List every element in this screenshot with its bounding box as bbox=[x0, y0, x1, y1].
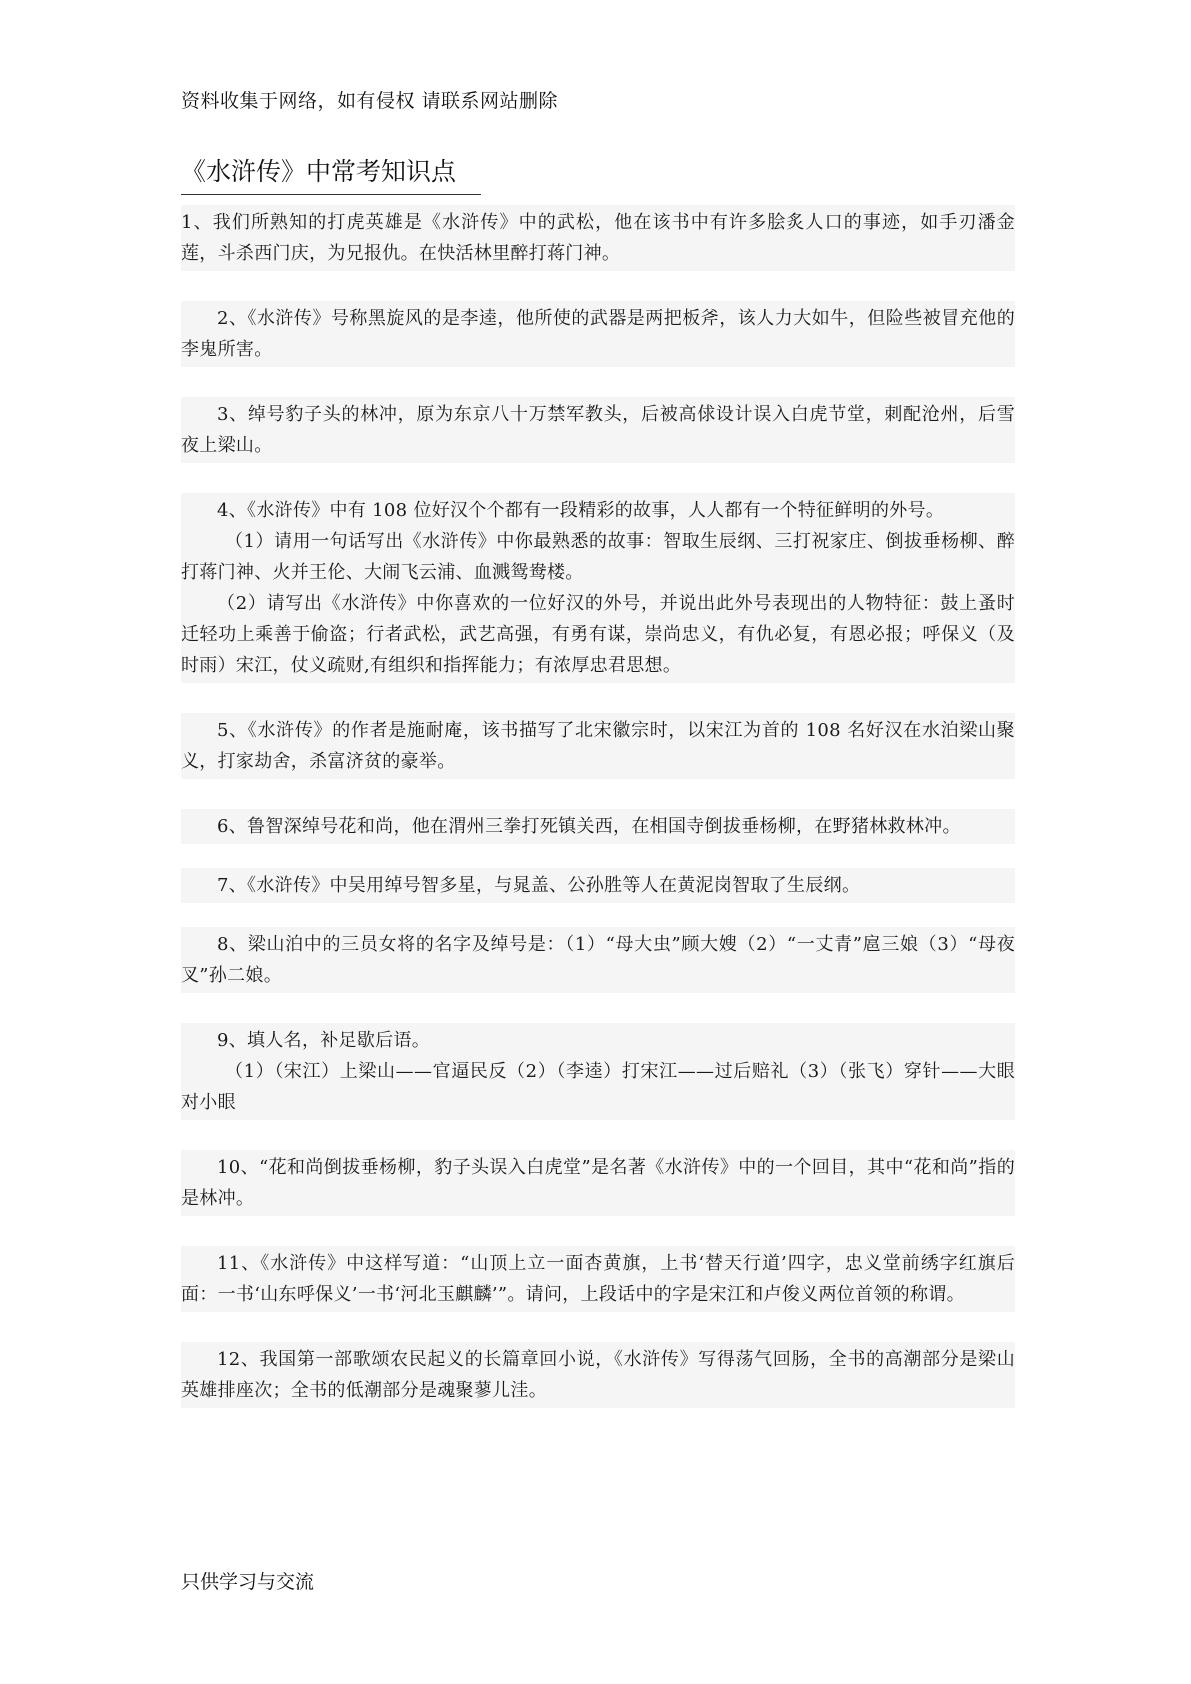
paragraph-gap bbox=[181, 1312, 1015, 1342]
item-text: 9、填人名，补足歇后语。 bbox=[217, 1030, 431, 1051]
paragraph-gap bbox=[181, 271, 1015, 301]
item-text: 4、《水浒传》中有 108 位好汉个个都有一段精彩的故事，人人都有一个特征鲜明的外号。 bbox=[217, 500, 945, 521]
item-10 bbox=[181, 1150, 1015, 1216]
item-9-sub: （1）（宋江）上梁山——官逼民反（2）（李逵）打宋江——过后赔礼（3）（张飞）穿针——大眼对小眼 bbox=[181, 1061, 1015, 1113]
item-5 bbox=[181, 713, 1015, 779]
content-body bbox=[181, 205, 1015, 1408]
paragraph-gap bbox=[181, 993, 1015, 1023]
item-text: 7、《水浒传》中吴用绰号智多星，与晁盖、公孙胜等人在黄泥岗智取了生辰纲。 bbox=[217, 875, 861, 896]
item-4 bbox=[181, 493, 1015, 683]
item-3 bbox=[181, 397, 1015, 463]
item-text: 6、鲁智深绰号花和尚，他在渭州三拳打死镇关西，在相国寺倒拔垂杨柳，在野猪林救林冲。 bbox=[217, 816, 961, 837]
item-6 bbox=[181, 809, 1015, 844]
paragraph-gap bbox=[181, 1120, 1015, 1150]
item-text: 3、绰号豹子头的林冲，原为东京八十万禁军教头，后被高俅设计误入白虎节堂，刺配沧州，后雪夜上梁山。 bbox=[181, 404, 1015, 456]
footer-note: 只供学习与交流 bbox=[181, 1571, 315, 1593]
item-text: 1、我们所熟知的打虎英雄是《水浒传》中的武松，他在该书中有许多脍炙人口的事迹，如手刃潘金莲，斗杀西门庆，为兄报仇。在快活林里醉打蒋门神。 bbox=[181, 212, 1015, 264]
item-text: 10、“花和尚倒拔垂杨柳，豹子头误入白虎堂”是名著《水浒传》中的一个回目，其中“花和尚”指的是林冲。 bbox=[181, 1157, 1015, 1209]
item-11 bbox=[181, 1246, 1015, 1312]
item-text: 2、《水浒传》号称黑旋风的是李逵，他所使的武器是两把板斧，该人力大如牛，但险些被冒充他的李鬼所害。 bbox=[181, 308, 1015, 360]
item-text: 11、《水浒传》中这样写道：“山顶上立一面杏黄旗，上书‘替天行道’四字，忠义堂前绣字红旗后面：一书‘山东呼保义’一书‘河北玉麒麟’”。请问，上段话中的字是宋江和卢俊义两位首领的称谓。 bbox=[181, 1253, 1015, 1305]
item-text: 8、梁山泊中的三员女将的名字及绰号是：（1）“母大虫”顾大嫂（2）“一丈青”扈三娘（3）“母夜叉”孙二娘。 bbox=[181, 934, 1015, 986]
paragraph-gap bbox=[181, 367, 1015, 397]
item-text: 12、我国第一部歌颂农民起义的长篇章回小说，《水浒传》写得荡气回肠，全书的高潮部分是梁山英雄排座次；全书的低潮部分是魂聚蓼儿洼。 bbox=[181, 1349, 1015, 1401]
paragraph-gap bbox=[181, 683, 1015, 713]
paragraph-gap bbox=[181, 1216, 1015, 1246]
item-1 bbox=[181, 205, 1015, 271]
header-note: 资料收集于网络，如有侵权 请联系网站删除 bbox=[181, 90, 559, 112]
item-8 bbox=[181, 927, 1015, 993]
item-7 bbox=[181, 868, 1015, 903]
item-4-sub-1: （1）请用一句话写出《水浒传》中你最熟悉的故事：智取生辰纲、三打祝家庄、倒拔垂杨柳、醉打蒋门神、火并王伦、大闹飞云浦、血溅鸳鸯楼。 bbox=[181, 531, 1015, 583]
item-text: 5、《水浒传》的作者是施耐庵，该书描写了北宋徽宗时，以宋江为首的 108 名好汉在水泊梁山聚义，打家劫舍，杀富济贫的豪举。 bbox=[181, 720, 1015, 772]
paragraph-gap bbox=[181, 903, 1015, 927]
item-2 bbox=[181, 301, 1015, 367]
item-12 bbox=[181, 1342, 1015, 1408]
paragraph-gap bbox=[181, 463, 1015, 493]
paragraph-gap bbox=[181, 844, 1015, 868]
paragraph-gap bbox=[181, 779, 1015, 809]
page-title: 《水浒传》中常考知识点 bbox=[181, 152, 481, 195]
item-9 bbox=[181, 1023, 1015, 1120]
item-4-sub-2: （2）请写出《水浒传》中你喜欢的一位好汉的外号，并说出此外号表现出的人物特征：鼓上蚤时迁轻功上乘善于偷盗；行者武松，武艺高强，有勇有谋，崇尚忠义，有仇必复，有恩必报；呼保义（及时雨）宋江，仗义疏财,有组织和指挥能力；有浓厚忠君思想。 bbox=[181, 593, 1015, 676]
